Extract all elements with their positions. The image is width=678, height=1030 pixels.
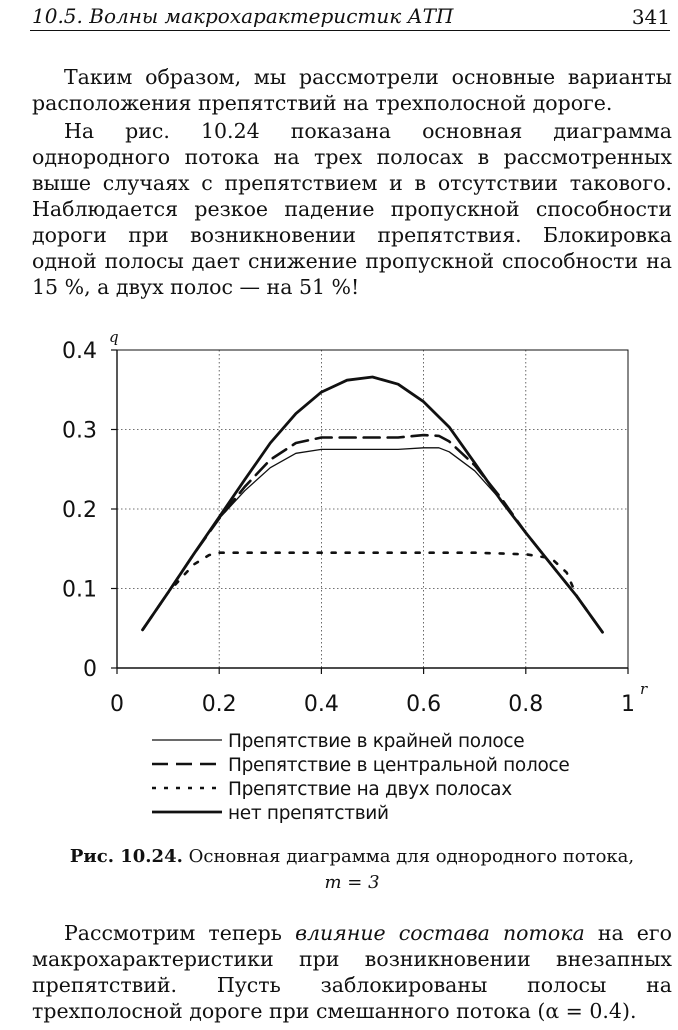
chart-series [143,377,603,632]
figure-caption [32,844,672,896]
x-tick-label: 0.4 [303,692,339,717]
y-tick-label: 0 [83,657,97,682]
caption-text: Основная диаграмма для однородного потока, [188,846,635,867]
legend-label: Препятствие на двух полосах [228,779,512,800]
x-axis-label: r [640,680,648,698]
series-center-lane-line [143,435,603,632]
y-tick-label: 0.2 [62,498,97,523]
chart-ticks [62,328,648,717]
y-tick-label: 0.3 [62,418,97,444]
x-tick-label: 0 [110,692,124,717]
y-axis-label: q [109,328,119,346]
caption-label: Рис. 10.24. [69,846,183,867]
x-tick-label: 0.2 [201,692,237,717]
x-tick-label: 0.6 [406,692,442,717]
fundamental-diagram-chart [0,322,678,732]
y-tick-label: 0.1 [62,577,97,603]
legend-swatch-dashed [152,758,222,770]
y-tick-label: 0.4 [62,339,97,364]
paragraph-flow-composition [32,920,672,1024]
legend-swatch-dotted [152,782,222,794]
paragraph-text: на его макрохарактеристики при возникновении внезапных препятствий. Пусть заблокированы полосы на трехполосной дороге при смешанного потока (α = 0.4). [32,921,672,1023]
running-title: 10.5. Волны макрохарактеристик АТП [32,4,454,28]
x-tick-label: 1 [621,692,635,717]
series-edge-lane-line [143,448,603,632]
caption-line2: m = 3 [324,872,380,893]
paragraph-figure-description: На рис. 10.24 показана основная диаграмма однородного потока на трех полосах в рассмотренных выше случаях с препятствием и в отсутствии такового. Наблюдается резкое падение пропускной способности дороги при возникновении препятствия. Блокировка одной полосы дает снижение пропускной способности на 15 %, а двух полос — на 51 %! [32,119,672,299]
legend-swatch-solid-thin [152,734,222,746]
x-tick-label: 0.8 [508,692,544,717]
legend-label: Препятствие в крайней полосе [228,731,525,752]
emphasized-term: влияние состава потока [295,921,585,945]
paragraph-text: Рассмотрим теперь [64,921,296,945]
legend-label: нет препятствий [228,803,389,824]
chart-grid [117,350,628,668]
paragraph-intro: Таким образом, мы рассмотрели основные варианты расположения препятствий на трехполосной дороге. [32,65,672,115]
legend-swatch-solid-thick [152,806,222,818]
page-header [30,2,670,31]
series-no-obstacles-line [143,377,603,632]
page-number: 341 [631,5,670,29]
series-two-lanes-line [143,553,603,633]
legend-label: Препятствие в центральной полосе [228,755,570,776]
